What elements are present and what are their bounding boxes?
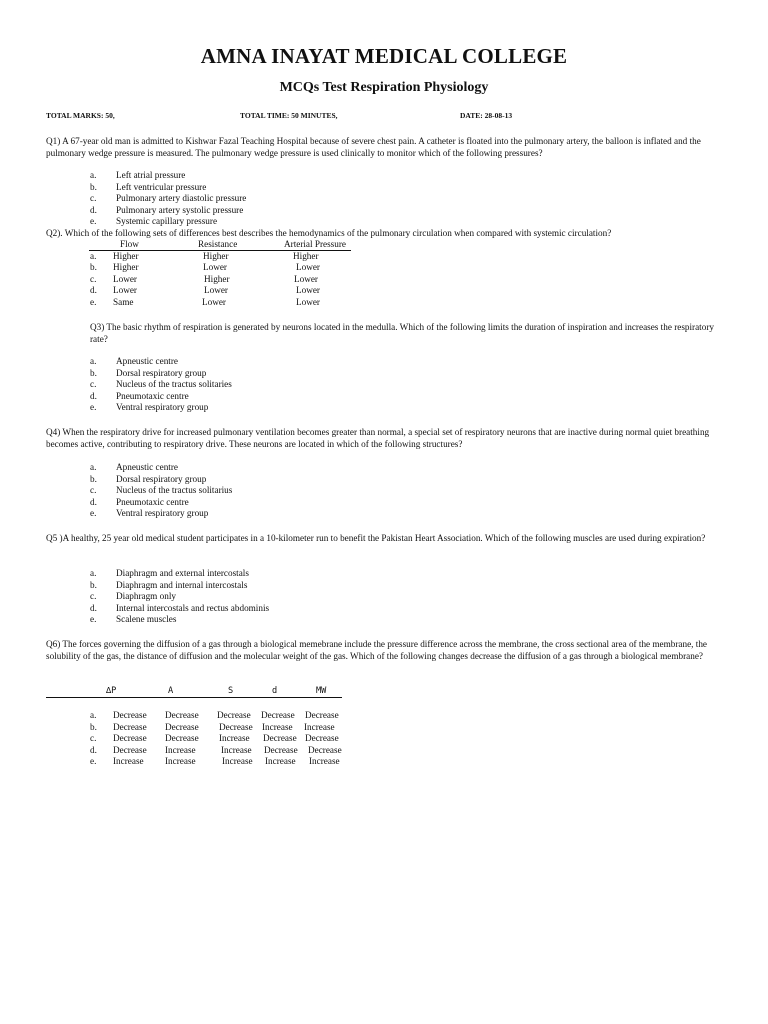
cell-text: a. — [90, 710, 97, 720]
cell-text: Pneumotaxic centre — [116, 390, 189, 401]
cell-text: Systemic capillary pressure — [116, 216, 218, 227]
option — [90, 485, 232, 497]
question-4-text: Q4) When the respiratory drive for increased pulmonary ventilation becomes greater than normal, a special set of respiratory neurons that are inactive during normal quiet breathing becomes active, contributing to respiratory drive. These neurons are located in which of the following structures? — [46, 427, 710, 449]
cell-text: Lower — [296, 285, 320, 296]
cell-text: Increase — [309, 756, 340, 767]
cell-text: Lower — [113, 273, 137, 284]
cell-text: Left ventricular pressure — [116, 181, 207, 192]
cell-text: d. — [90, 285, 97, 296]
table-header-rule — [46, 697, 342, 698]
option — [90, 603, 269, 615]
cell-text: d — [272, 686, 278, 696]
cell-text: Dorsal respiratory group — [116, 473, 207, 484]
option — [90, 205, 246, 217]
cell-text: c. — [90, 485, 97, 496]
exam-date: DATE: 28-08-13 — [460, 111, 513, 120]
cell-text: Pneumotaxic centre — [116, 496, 189, 507]
cell-text: Higher — [203, 250, 229, 261]
cell-text: Apneustic centre — [116, 462, 178, 472]
option — [90, 391, 232, 403]
cell-text: b. — [90, 181, 97, 192]
table-row — [90, 285, 376, 297]
cell-text: Decrease — [113, 744, 147, 755]
option — [90, 368, 232, 380]
cell-text: e. — [90, 756, 97, 767]
question-3-text: Q3) The basic rhythm of respiration is generated by neurons located in the medulla. Which of the following limits the duration of inspiration and increases the respiratory rate? — [90, 322, 714, 344]
option — [90, 402, 232, 414]
cell-text: e. — [90, 296, 97, 307]
cell-text: a. — [90, 462, 97, 472]
cell-text: e. — [90, 508, 97, 519]
cell-text: a. — [90, 568, 97, 578]
table-row — [90, 745, 353, 757]
cell-text: Increase — [304, 721, 335, 732]
cell-text: Decrease — [305, 710, 339, 720]
cell-text: Increase — [113, 756, 144, 767]
total-time: TOTAL TIME: 50 MINUTES, — [240, 111, 338, 120]
cell-text: Nucleus of the tractus solitaries — [116, 379, 232, 390]
cell-text: a. — [90, 356, 97, 366]
option — [90, 170, 246, 182]
cell-text: c. — [90, 193, 97, 204]
option — [90, 462, 232, 474]
cell-text: b. — [90, 262, 97, 273]
cell-text: Decrease — [165, 710, 199, 720]
cell-text: Diaphragm only — [116, 591, 176, 602]
option — [90, 591, 269, 603]
cell-text: Lower — [202, 296, 226, 307]
cell-text: Decrease — [261, 710, 295, 720]
cell-text: Decrease — [263, 733, 297, 744]
cell-text: Flow — [120, 239, 139, 249]
cell-text: Ventral respiratory group — [116, 402, 209, 413]
cell-text: e. — [90, 614, 97, 625]
question-5-text: Q5 )A healthy, 25 year old medical student participates in a 10-kilometer run to benefit the Pakistan Heart Association. Which of the following muscles are used during expiration? — [46, 533, 706, 543]
cell-text: b. — [90, 367, 97, 378]
cell-text: Left atrial pressure — [116, 170, 186, 180]
question-6-text: Q6) The forces governing the diffusion of a gas through a biological memebrane include the pressure difference across the membrane, the cross sectional area of the membrane, the solubility of the gas, the distance of diffusion and the molecular weight of the gas. Which of the following changes decrease the diffusion of a gas through a biological membrane? — [46, 639, 708, 661]
option — [90, 193, 246, 205]
cell-text: Higher — [293, 250, 319, 261]
college-title: AMNA INAYAT MEDICAL COLLEGE — [200, 44, 568, 68]
cell-text: c. — [90, 273, 97, 284]
cell-text: Increase — [165, 744, 196, 755]
cell-text: Decrease — [165, 721, 199, 732]
option — [90, 614, 269, 626]
option — [90, 568, 269, 580]
cell-text: b. — [90, 721, 97, 732]
cell-text: Decrease — [264, 744, 298, 755]
cell-text: Increase — [221, 744, 252, 755]
cell-text: Resistance — [198, 239, 238, 249]
table-row — [90, 756, 353, 768]
table-row — [90, 710, 353, 722]
table-row — [90, 251, 376, 263]
cell-text: Apneustic centre — [116, 356, 178, 366]
cell-text: Higher — [113, 262, 139, 273]
cell-text: Lower — [203, 262, 227, 273]
cell-text: Decrease — [308, 744, 342, 755]
question-5-options — [90, 568, 269, 626]
cell-text: d. — [90, 602, 97, 613]
cell-text: Decrease — [165, 733, 199, 744]
cell-text: Decrease — [217, 710, 251, 720]
cell-text: c. — [90, 379, 97, 390]
total-marks: TOTAL MARKS: 50, — [46, 111, 115, 120]
question-6-table — [90, 710, 353, 768]
cell-text: Diaphragm and external intercostals — [116, 568, 249, 578]
table-header-rule — [89, 250, 351, 251]
option — [90, 216, 246, 228]
cell-text: Dorsal respiratory group — [116, 367, 207, 378]
table-row — [90, 274, 376, 286]
cell-text: Lower — [113, 285, 137, 296]
cell-text: Ventral respiratory group — [116, 508, 209, 519]
cell-text: Diaphragm and internal intercostals — [116, 579, 248, 590]
table-row — [90, 297, 376, 309]
question-4-options — [90, 462, 232, 520]
cell-text: d. — [90, 744, 97, 755]
option — [90, 580, 269, 592]
question-1-text: Q1) A 67-year old man is admitted to Kishwar Fazal Teaching Hospital because of severe chest pain. A catheter is floated into the pulmonary artery, the balloon is inflated and the pulmonary wedge pressure is measured. The pulmonary wedge pressure is used clinically to monitor which of the following pressures? — [46, 136, 701, 158]
question-1-options — [90, 170, 246, 228]
option — [90, 497, 232, 509]
cell-text: Pulmonary artery systolic pressure — [116, 204, 244, 215]
cell-text: e. — [90, 216, 97, 227]
cell-text: d. — [90, 204, 97, 215]
test-title: MCQs Test Respiration Physiology — [279, 80, 489, 95]
option — [90, 182, 246, 194]
cell-text: Lower — [296, 262, 320, 273]
cell-text: Higher — [204, 273, 230, 284]
cell-text: Higher — [113, 250, 139, 261]
cell-text: Same — [113, 296, 134, 307]
cell-text: a. — [90, 250, 97, 261]
table-row — [90, 262, 376, 274]
cell-text: a. — [90, 170, 97, 180]
table-header — [90, 239, 376, 251]
cell-text: b. — [90, 579, 97, 590]
question-3-options — [90, 356, 232, 414]
cell-text: Increase — [262, 721, 293, 732]
cell-text: MW — [316, 686, 327, 696]
cell-text: A — [168, 686, 174, 696]
cell-text: b. — [90, 473, 97, 484]
cell-text: Lower — [204, 285, 228, 296]
cell-text: Increase — [222, 756, 253, 767]
cell-text: Increase — [165, 756, 196, 767]
cell-text: Increase — [265, 756, 296, 767]
cell-text: Nucleus of the tractus solitarius — [116, 485, 233, 496]
cell-text: Increase — [219, 733, 250, 744]
option — [90, 356, 232, 368]
cell-text: Scalene muscles — [116, 614, 177, 625]
cell-text: Arterial Pressure — [284, 239, 346, 249]
option — [90, 474, 232, 486]
cell-text: d. — [90, 496, 97, 507]
cell-text: S — [228, 686, 234, 696]
cell-text: c. — [90, 733, 97, 744]
cell-text: Pulmonary artery diastolic pressure — [116, 193, 247, 204]
option — [90, 508, 232, 520]
cell-text: Lower — [296, 296, 320, 307]
cell-text: Decrease — [305, 733, 339, 744]
cell-text: Internal intercostals and rectus abdominis — [116, 602, 270, 613]
cell-text: Lower — [294, 273, 318, 284]
cell-text: Decrease — [113, 710, 147, 720]
table-row — [90, 722, 353, 734]
cell-text: Decrease — [219, 721, 253, 732]
question-6-table-header — [46, 686, 346, 698]
cell-text: Decrease — [113, 721, 147, 732]
table-row — [90, 733, 353, 745]
cell-text: e. — [90, 402, 97, 413]
cell-text: Decrease — [113, 733, 147, 744]
question-2-text: Q2). Which of the following sets of differences best describes the hemodynamics of the pulmonary circulation when compared with systemic circulation? — [46, 228, 612, 238]
cell-text: c. — [90, 591, 97, 602]
option — [90, 379, 232, 391]
cell-text: d. — [90, 390, 97, 401]
cell-text: ∆P — [106, 686, 117, 696]
